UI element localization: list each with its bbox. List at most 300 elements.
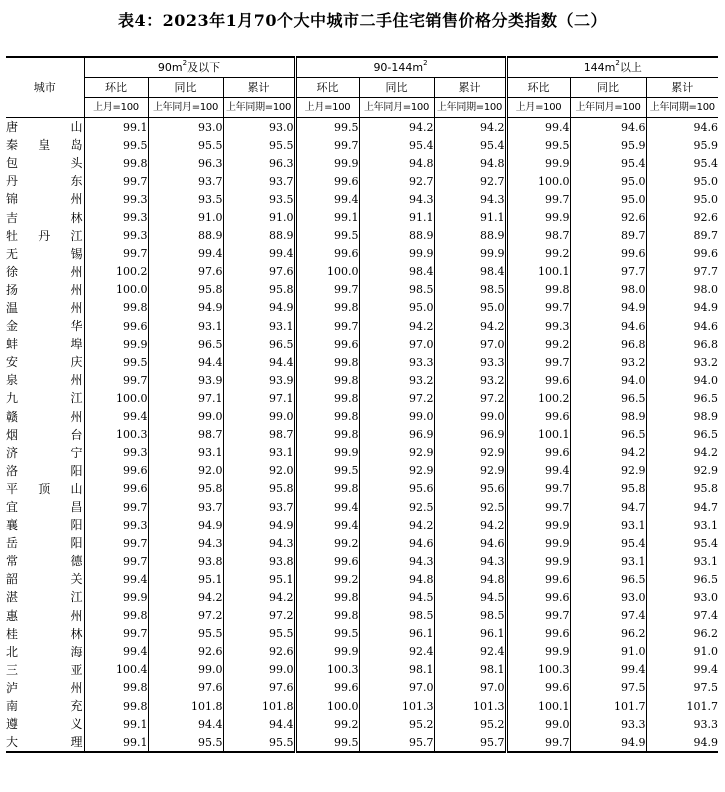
index-value: 93.8 [223, 552, 295, 570]
index-value: 94.3 [359, 552, 434, 570]
index-value: 99.1 [84, 715, 148, 733]
index-value: 99.7 [506, 733, 570, 752]
index-value: 99.6 [506, 588, 570, 606]
index-value: 99.6 [295, 245, 359, 263]
index-value: 95.4 [434, 136, 506, 154]
index-value: 88.9 [223, 227, 295, 245]
index-value: 98.9 [646, 408, 718, 426]
table-row [6, 498, 718, 516]
index-value: 99.5 [506, 136, 570, 154]
index-value: 99.1 [84, 733, 148, 752]
city-name: 大理 [6, 733, 84, 752]
index-value: 94.2 [434, 118, 506, 137]
index-value: 93.0 [646, 588, 718, 606]
index-value: 92.5 [359, 498, 434, 516]
city-name: 泸州 [6, 680, 84, 695]
index-value: 99.4 [84, 570, 148, 588]
index-value: 98.9 [570, 408, 646, 426]
index-value: 99.5 [84, 353, 148, 371]
index-value: 91.0 [148, 208, 223, 226]
index-value: 99.0 [506, 715, 570, 733]
index-value: 95.2 [359, 715, 434, 733]
index-value: 95.5 [223, 625, 295, 643]
table-row [6, 389, 718, 407]
index-value: 95.7 [359, 733, 434, 752]
index-value: 94.9 [148, 516, 223, 534]
index-value: 99.6 [295, 552, 359, 570]
index-value: 93.7 [148, 498, 223, 516]
index-value: 98.7 [223, 426, 295, 444]
index-value: 93.0 [570, 588, 646, 606]
index-value: 99.6 [506, 371, 570, 389]
index-value: 95.5 [148, 136, 223, 154]
index-value: 101.7 [570, 697, 646, 715]
index-value: 99.7 [506, 498, 570, 516]
index-value: 93.5 [223, 190, 295, 208]
index-value: 99.4 [223, 245, 295, 263]
metric-header: 累计 [434, 78, 506, 98]
city-name: 蚌埠 [6, 337, 84, 352]
index-value: 99.8 [84, 607, 148, 625]
metric-header: 累计 [223, 78, 295, 98]
table-row [6, 516, 718, 534]
index-value: 99.7 [84, 245, 148, 263]
index-value: 100.2 [506, 389, 570, 407]
index-value: 98.5 [434, 281, 506, 299]
index-value: 99.5 [295, 733, 359, 752]
index-value: 99.1 [84, 118, 148, 137]
index-value: 99.8 [506, 281, 570, 299]
table-row [6, 136, 718, 154]
index-value: 99.7 [506, 190, 570, 208]
index-value: 95.4 [570, 534, 646, 552]
index-value: 95.4 [359, 136, 434, 154]
index-value: 97.0 [434, 679, 506, 697]
index-value: 96.5 [570, 570, 646, 588]
index-value: 96.5 [646, 570, 718, 588]
index-value: 99.8 [295, 353, 359, 371]
city-name: 洛阳 [6, 463, 84, 478]
index-value: 97.6 [148, 679, 223, 697]
city-name: 包头 [6, 156, 84, 171]
index-value: 97.2 [223, 607, 295, 625]
index-value: 94.4 [223, 353, 295, 371]
index-value: 100.2 [84, 263, 148, 281]
table-row [6, 227, 718, 245]
index-value: 94.4 [223, 715, 295, 733]
index-value: 99.8 [295, 588, 359, 606]
index-value: 99.5 [295, 625, 359, 643]
index-value: 94.9 [646, 299, 718, 317]
index-value: 99.0 [148, 661, 223, 679]
base-header: 上月=100 [506, 98, 570, 118]
index-value: 99.8 [84, 299, 148, 317]
index-value: 91.1 [359, 208, 434, 226]
index-value: 94.6 [434, 534, 506, 552]
index-value: 94.0 [646, 371, 718, 389]
index-value: 93.1 [148, 317, 223, 335]
index-value: 95.4 [646, 154, 718, 172]
index-value: 95.0 [570, 190, 646, 208]
index-value: 99.7 [506, 353, 570, 371]
index-value: 97.7 [646, 263, 718, 281]
table-row [6, 281, 718, 299]
index-value: 94.9 [570, 299, 646, 317]
index-value: 97.2 [359, 389, 434, 407]
index-value: 99.9 [506, 534, 570, 552]
index-value: 99.9 [359, 245, 434, 263]
index-value: 99.7 [84, 498, 148, 516]
index-value: 94.3 [359, 190, 434, 208]
index-value: 97.6 [148, 263, 223, 281]
index-value: 94.4 [148, 715, 223, 733]
city-name: 温州 [6, 300, 84, 315]
index-value: 93.2 [570, 353, 646, 371]
index-value: 94.6 [646, 118, 718, 137]
table-row [6, 190, 718, 208]
table-row [6, 661, 718, 679]
index-value: 99.0 [148, 408, 223, 426]
city-name: 惠州 [6, 608, 84, 623]
city-name: 平顶山 [6, 481, 84, 496]
index-value: 92.9 [434, 462, 506, 480]
group-header-large: $144m^2$以上 [506, 57, 718, 78]
index-value: 99.7 [84, 172, 148, 190]
index-value: 99.4 [295, 516, 359, 534]
city-name: 北海 [6, 644, 84, 659]
metric-header: 同比 [359, 78, 434, 98]
city-name: 常德 [6, 554, 84, 569]
index-value: 99.4 [570, 661, 646, 679]
index-value: 95.0 [570, 172, 646, 190]
index-value: 99.6 [295, 172, 359, 190]
table-row [6, 172, 718, 190]
index-value: 92.7 [359, 172, 434, 190]
index-value: 99.2 [295, 715, 359, 733]
index-value: 100.3 [506, 661, 570, 679]
index-value: 93.3 [570, 715, 646, 733]
table-row [6, 426, 718, 444]
index-value: 97.0 [359, 679, 434, 697]
index-value: 99.5 [295, 118, 359, 137]
index-value: 93.8 [148, 552, 223, 570]
index-value: 99.8 [295, 607, 359, 625]
index-value: 96.2 [570, 625, 646, 643]
group-header-medium: $90-144m^2$ [295, 57, 506, 78]
index-value: 97.4 [646, 607, 718, 625]
index-value: 99.8 [84, 679, 148, 697]
index-value: 99.8 [295, 408, 359, 426]
index-value: 100.1 [506, 697, 570, 715]
base-header: 上年同月=100 [570, 98, 646, 118]
index-value: 100.0 [84, 389, 148, 407]
index-value: 94.9 [148, 299, 223, 317]
index-value: 88.9 [434, 227, 506, 245]
index-value: 93.1 [223, 317, 295, 335]
index-value: 99.4 [84, 643, 148, 661]
index-value: 101.8 [148, 697, 223, 715]
index-value: 99.6 [295, 679, 359, 697]
index-value: 100.4 [84, 661, 148, 679]
index-value: 99.9 [506, 208, 570, 226]
city-name: 九江 [6, 391, 84, 406]
index-value: 94.2 [148, 588, 223, 606]
index-value: 99.6 [84, 317, 148, 335]
index-value: 92.4 [359, 643, 434, 661]
index-value: 97.0 [434, 335, 506, 353]
index-value: 98.1 [359, 661, 434, 679]
index-value: 97.2 [148, 607, 223, 625]
index-value: 94.8 [434, 570, 506, 588]
index-value: 94.9 [646, 733, 718, 752]
index-value: 97.6 [223, 263, 295, 281]
index-value: 95.6 [359, 480, 434, 498]
index-value: 94.7 [570, 498, 646, 516]
index-value: 94.9 [223, 299, 295, 317]
index-value: 98.7 [506, 227, 570, 245]
index-value: 95.0 [646, 172, 718, 190]
index-value: 100.0 [295, 697, 359, 715]
index-value: 100.0 [506, 172, 570, 190]
city-name: 扬州 [6, 282, 84, 297]
index-value: 94.2 [359, 317, 434, 335]
index-value: 92.6 [570, 208, 646, 226]
index-value: 93.1 [570, 516, 646, 534]
table-row [6, 335, 718, 353]
index-value: 99.9 [295, 444, 359, 462]
group-header-small: $90m^2$及以下 [84, 57, 295, 78]
index-value: 92.5 [434, 498, 506, 516]
index-value: 93.3 [646, 715, 718, 733]
table-row [6, 588, 718, 606]
index-value: 92.9 [359, 462, 434, 480]
index-value: 99.3 [84, 208, 148, 226]
index-value: 92.6 [646, 208, 718, 226]
index-value: 99.8 [295, 389, 359, 407]
index-value: 98.1 [434, 661, 506, 679]
index-value: 100.3 [84, 426, 148, 444]
index-value: 99.8 [295, 299, 359, 317]
index-value: 96.3 [223, 154, 295, 172]
index-value: 93.9 [148, 371, 223, 389]
index-value: 99.3 [506, 317, 570, 335]
index-value: 96.1 [359, 625, 434, 643]
index-value: 99.7 [295, 317, 359, 335]
base-header: 上年同月=100 [359, 98, 434, 118]
index-value: 92.4 [434, 643, 506, 661]
index-value: 93.2 [646, 353, 718, 371]
index-value: 88.9 [359, 227, 434, 245]
city-name: 丹东 [6, 174, 84, 189]
city-name: 遵义 [6, 717, 84, 732]
table-row [6, 353, 718, 371]
city-name: 牡丹江 [6, 228, 84, 243]
index-value: 100.1 [506, 426, 570, 444]
index-value: 99.7 [506, 607, 570, 625]
index-value: 100.1 [506, 263, 570, 281]
index-value: 92.0 [223, 462, 295, 480]
index-value: 99.0 [359, 408, 434, 426]
index-value: 99.6 [506, 570, 570, 588]
table-row [6, 480, 718, 498]
index-value: 99.7 [84, 371, 148, 389]
metric-header: 环比 [84, 78, 148, 98]
index-value: 99.7 [84, 552, 148, 570]
index-value: 99.0 [223, 661, 295, 679]
index-value: 99.9 [295, 154, 359, 172]
index-value: 94.2 [359, 118, 434, 137]
city-name: 济宁 [6, 445, 84, 460]
base-header: 上年同期=100 [434, 98, 506, 118]
base-header: 上年同月=100 [148, 98, 223, 118]
index-value: 95.6 [434, 480, 506, 498]
index-value: 99.6 [506, 444, 570, 462]
table-row [6, 570, 718, 588]
table-row [6, 552, 718, 570]
index-value: 99.9 [506, 154, 570, 172]
table-row [6, 154, 718, 172]
index-value: 99.9 [506, 552, 570, 570]
index-value: 93.0 [148, 118, 223, 137]
index-value: 95.1 [148, 570, 223, 588]
table-row [6, 118, 718, 137]
index-value: 98.0 [570, 281, 646, 299]
index-value: 99.2 [295, 534, 359, 552]
city-name: 宜昌 [6, 500, 84, 515]
index-value: 99.1 [295, 208, 359, 226]
index-value: 94.2 [359, 516, 434, 534]
index-value: 96.9 [359, 426, 434, 444]
city-name: 赣州 [6, 409, 84, 424]
page-title: 表4：2023年1月70个大中城市二手住宅销售价格分类指数（二） [117, 11, 608, 30]
index-value: 94.8 [359, 570, 434, 588]
index-value: 99.3 [84, 516, 148, 534]
index-value: 99.4 [295, 190, 359, 208]
table-row [6, 245, 718, 263]
index-value: 94.8 [359, 154, 434, 172]
index-value: 95.8 [223, 480, 295, 498]
index-value: 99.0 [434, 408, 506, 426]
index-value: 99.4 [506, 462, 570, 480]
index-value: 99.6 [506, 679, 570, 697]
index-value: 99.6 [506, 625, 570, 643]
index-value: 95.5 [148, 733, 223, 752]
index-value: 99.7 [506, 480, 570, 498]
index-value: 88.9 [148, 227, 223, 245]
index-value: 92.7 [434, 172, 506, 190]
index-value: 98.4 [434, 263, 506, 281]
index-value: 92.6 [223, 643, 295, 661]
index-value: 99.2 [295, 570, 359, 588]
index-value: 96.5 [148, 335, 223, 353]
index-value: 99.7 [295, 281, 359, 299]
table-row [6, 733, 718, 752]
index-value: 94.3 [148, 534, 223, 552]
index-value: 99.4 [646, 661, 718, 679]
index-value: 95.4 [646, 534, 718, 552]
index-value: 94.2 [223, 588, 295, 606]
index-value: 101.3 [359, 697, 434, 715]
index-value: 98.4 [359, 263, 434, 281]
index-value: 92.9 [359, 444, 434, 462]
index-value: 98.0 [646, 281, 718, 299]
city-name: 锦州 [6, 192, 84, 207]
index-value: 89.7 [646, 227, 718, 245]
city-name: 金华 [6, 319, 84, 334]
table-row [6, 697, 718, 715]
index-value: 93.9 [223, 371, 295, 389]
index-value: 101.8 [223, 697, 295, 715]
index-value: 97.6 [223, 679, 295, 697]
index-value: 99.2 [506, 335, 570, 353]
base-header: 上年同期=100 [223, 98, 295, 118]
index-value: 93.1 [646, 552, 718, 570]
metric-header: 累计 [646, 78, 718, 98]
index-value: 94.2 [434, 516, 506, 534]
table-row [6, 444, 718, 462]
index-value: 95.8 [148, 281, 223, 299]
index-value: 99.3 [84, 444, 148, 462]
index-value: 95.8 [223, 281, 295, 299]
table-row [6, 263, 718, 281]
index-value: 99.8 [295, 480, 359, 498]
index-value: 95.4 [570, 154, 646, 172]
index-value: 94.3 [223, 534, 295, 552]
index-value: 94.6 [359, 534, 434, 552]
index-value: 91.0 [223, 208, 295, 226]
index-value: 93.1 [570, 552, 646, 570]
index-value: 99.6 [506, 408, 570, 426]
index-value: 94.3 [434, 190, 506, 208]
index-value: 93.2 [359, 371, 434, 389]
index-value: 95.9 [646, 136, 718, 154]
index-value: 94.7 [646, 498, 718, 516]
index-value: 95.5 [148, 625, 223, 643]
table-row [6, 371, 718, 389]
index-value: 96.5 [646, 389, 718, 407]
index-value: 99.6 [84, 462, 148, 480]
index-value: 93.7 [223, 498, 295, 516]
index-value: 95.8 [646, 480, 718, 498]
index-value: 98.5 [434, 607, 506, 625]
index-value: 92.0 [148, 462, 223, 480]
table-row [6, 317, 718, 335]
index-value: 99.9 [84, 588, 148, 606]
index-value: 95.8 [570, 480, 646, 498]
index-value: 101.7 [646, 697, 718, 715]
table-row [6, 408, 718, 426]
city-name: 三亚 [6, 662, 84, 677]
base-header: 上月=100 [84, 98, 148, 118]
index-value: 92.9 [570, 462, 646, 480]
index-value: 94.9 [223, 516, 295, 534]
city-name: 秦皇岛 [6, 138, 84, 153]
index-value: 97.7 [570, 263, 646, 281]
metric-header: 同比 [570, 78, 646, 98]
index-value: 99.6 [295, 335, 359, 353]
index-value: 99.6 [646, 245, 718, 263]
table-row [6, 299, 718, 317]
index-value: 98.5 [359, 281, 434, 299]
index-value: 95.9 [570, 136, 646, 154]
city-name: 徐州 [6, 264, 84, 279]
index-value: 95.1 [223, 570, 295, 588]
index-value: 94.0 [570, 371, 646, 389]
index-value: 96.1 [434, 625, 506, 643]
base-header: 上月=100 [295, 98, 359, 118]
index-value: 94.5 [434, 588, 506, 606]
index-value: 93.7 [148, 172, 223, 190]
